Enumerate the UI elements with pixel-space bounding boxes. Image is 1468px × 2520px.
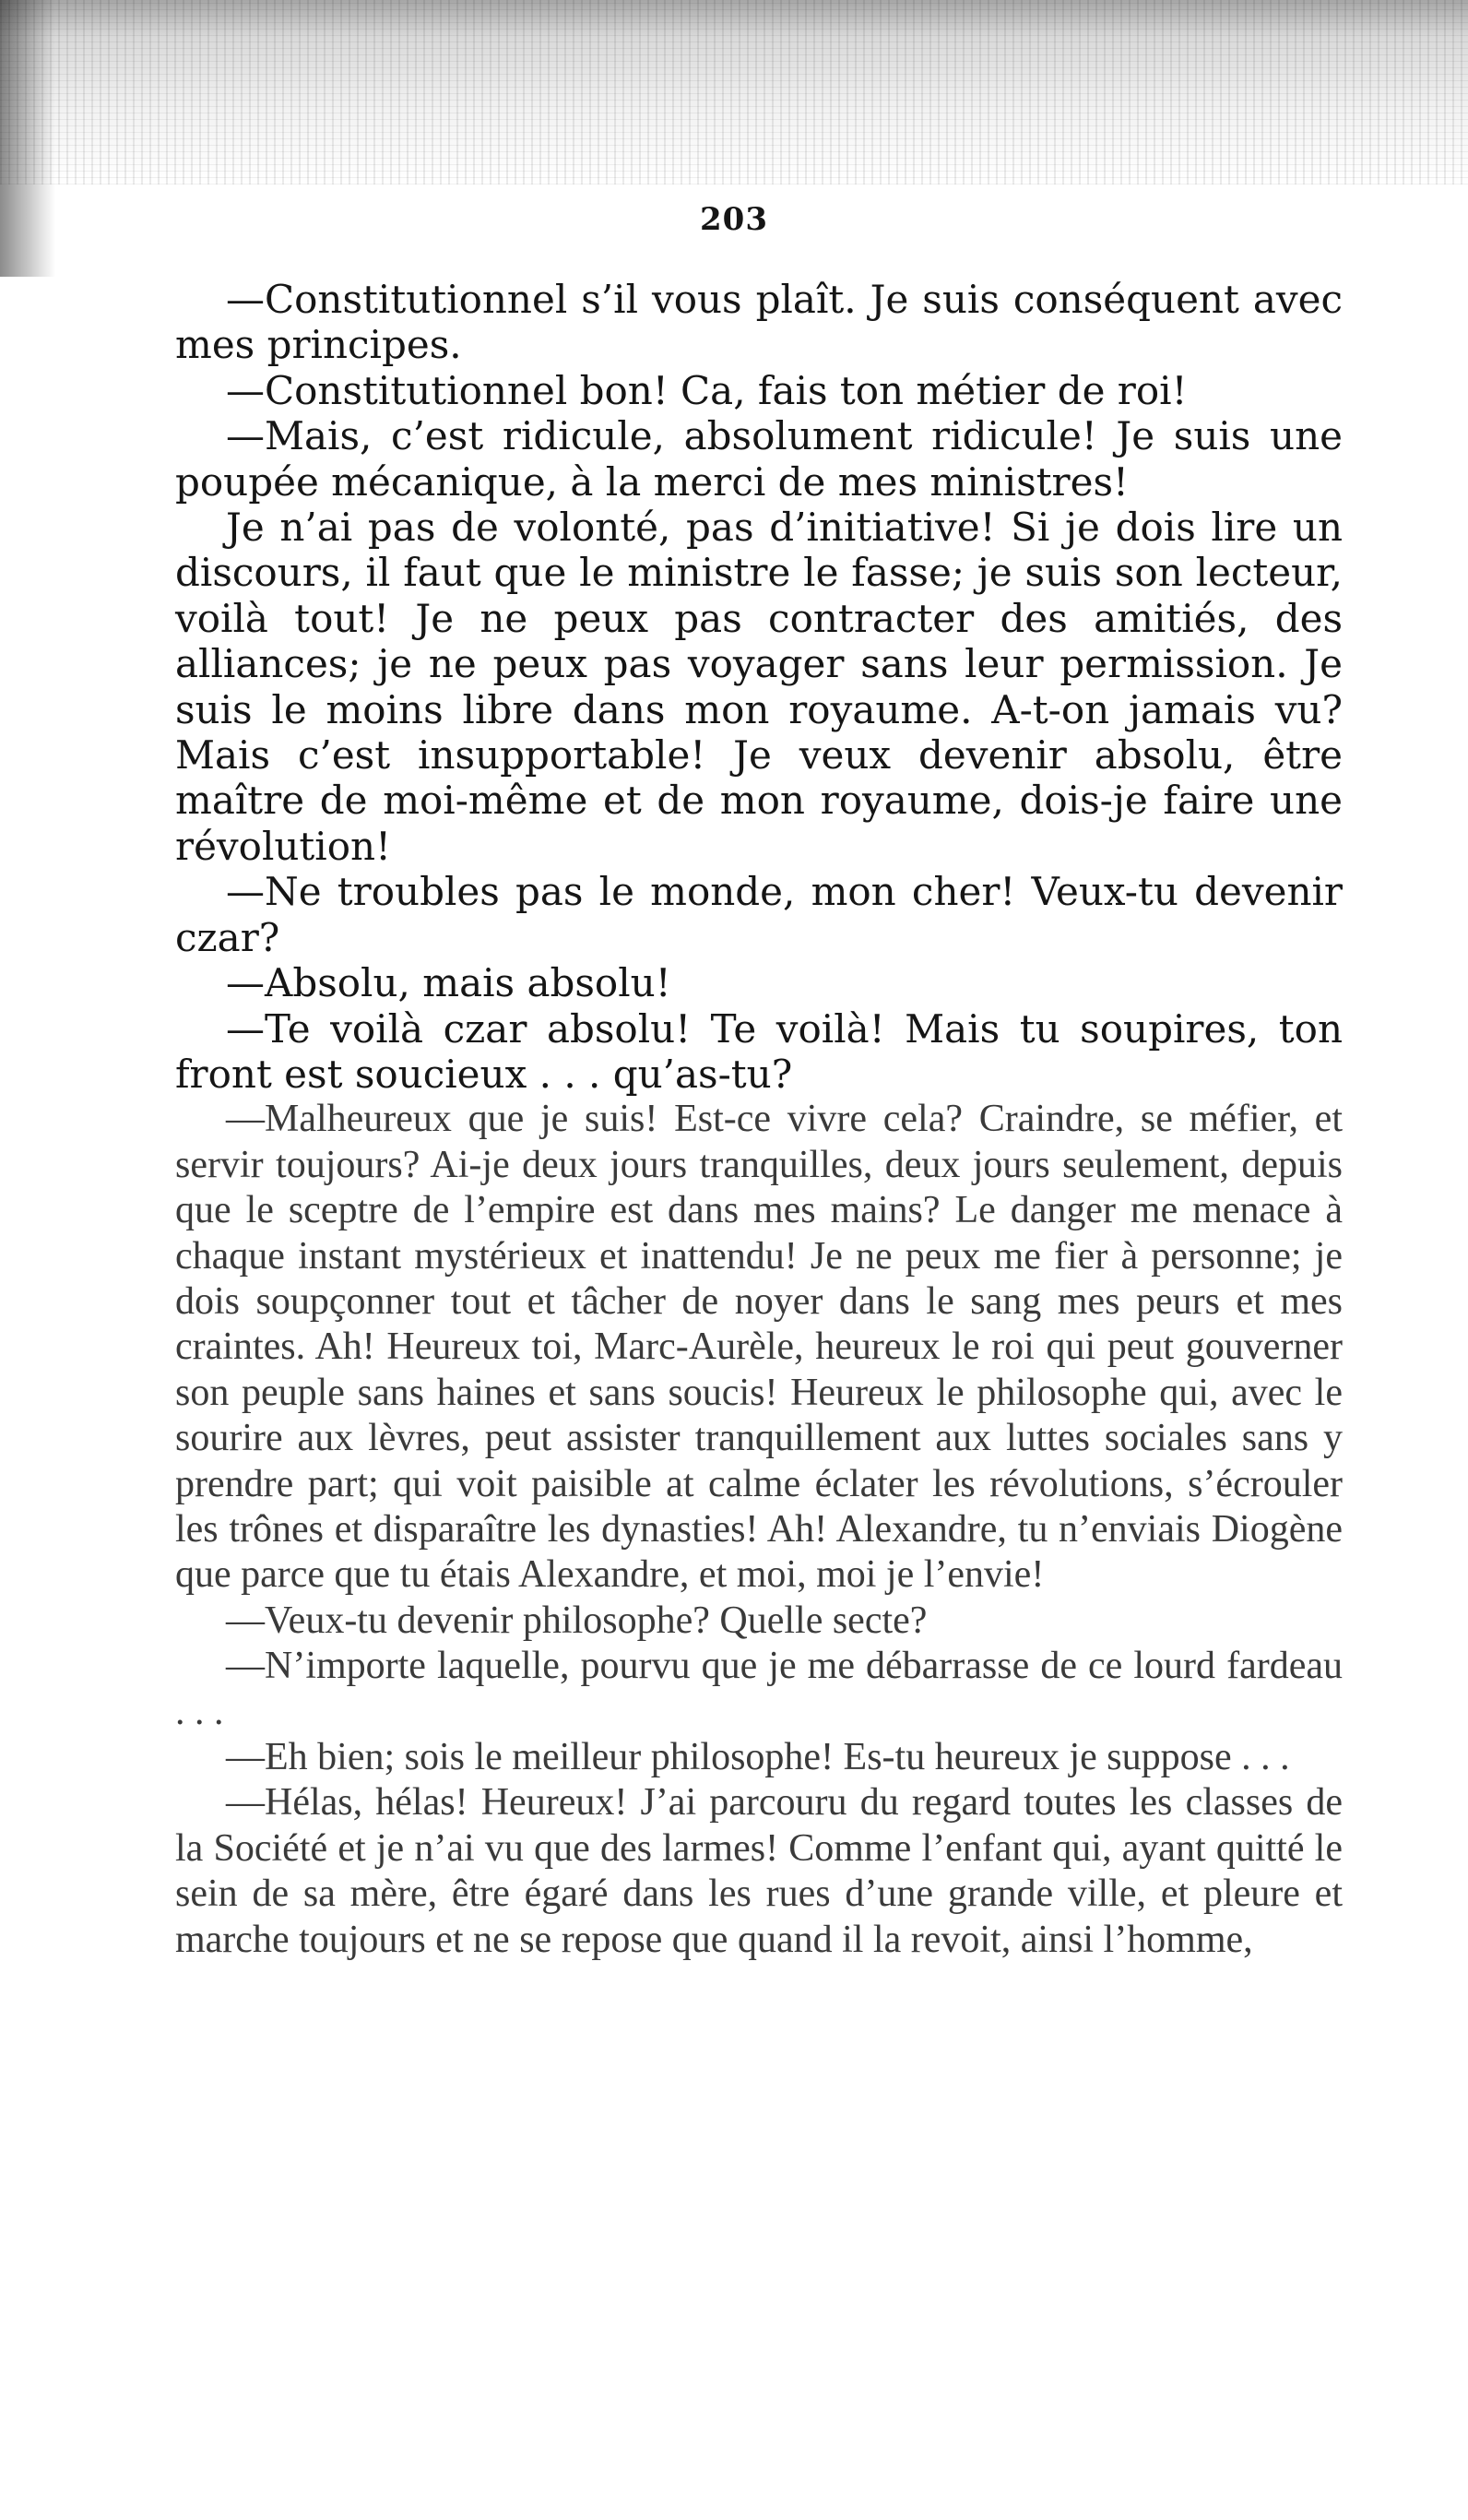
paragraph-9: —Veux-tu devenir philosophe? Quelle secte? — [226, 1599, 928, 1642]
body-text — [175, 277, 1343, 1963]
paragraph-7: —Te voilà czar absolu! Te voilà! Mais tu soupires, ton front est soucieux . . . qu’as-tu? — [175, 1005, 1343, 1097]
paragraph-11: —Eh bien; sois le meilleur philosophe! Es-tu heureux je suppose . . . — [226, 1736, 1290, 1778]
paragraph-1: —Constitutionnel s’il vous plaît. Je suis conséquent avec mes principes. — [175, 277, 1343, 368]
paragraph-6: —Absolu, mais absolu! — [226, 960, 671, 1006]
paragraph-2: —Constitutionnel bon! Ca, fais ton métier de roi! — [226, 367, 1188, 413]
paragraph-5: —Ne troubles pas le monde, mon cher! Veux-tu devenir czar? — [175, 869, 1343, 960]
paragraph-10: —N’importe laquelle, pourvu que je me débarrasse de ce lourd fardeau . . . — [175, 1645, 1343, 1733]
page-number: 203 — [700, 201, 768, 238]
paragraph-3: —Mais, c’est ridicule, absolument ridicule! Je suis une poupée mécanique, à la merci de mes ministres! — [175, 413, 1343, 505]
scan-noise-top — [0, 0, 1468, 184]
paragraph-12: —Hélas, hélas! Heureux! J’ai parcouru du regard toutes les classes de la Société et je n’ai vu que des larmes! Comme l’enfant qui, ayant quitté le sein de sa mère, être égaré dans les rues d’une grande ville, et pleure et marche toujours et ne se repose que quand il la revoit, ainsi l’homme, — [175, 1781, 1343, 1961]
paragraph-4: Je n’ai pas de volonté, pas d’initiative! Si je dois lire un discours, il faut que le ministre le fasse; je suis son lecteur, voilà tout! Je ne peux pas contracter des amitiés, des alliances; je ne peux pas voyager sans leur permission. Je suis le moins libre dans mon royaume. A-t-on jamais vu? Mais c’est insupportable! Je veux devenir absolu, être maître de moi-même et de mon royaume, dois-je faire une révolution! — [175, 505, 1343, 869]
paragraph-8: —Malheureux que je suis! Est-ce vivre cela? Craindre, se méfier, et servir toujours? Ai-je deux jours tranquilles, deux jours seulement, depuis que le sceptre de l’empire est dans mes mains? Le danger me menace à chaque instant mystérieux et inattendu! Je ne peux me fier à personne; je dois soupçonner tout et tâcher de noyer dans le sang mes peurs et mes craintes. Ah! Heureux toi, Marc-Aurèle, heureux le roi qui peut gouverner son peuple sans haines et sans soucis! Heureux le philosophe qui, avec le sourire aux lèvres, peut assister tranquillement aux luttes sociales sans y prendre part; qui voit paisible at calme éclater les révolutions, s’écrouler les trônes et disparaître les dynasties! Ah! Alexandre, tu n’enviais Diogène que parce que tu étais Alexandre, et moi, moi je l’envie! — [175, 1098, 1343, 1597]
